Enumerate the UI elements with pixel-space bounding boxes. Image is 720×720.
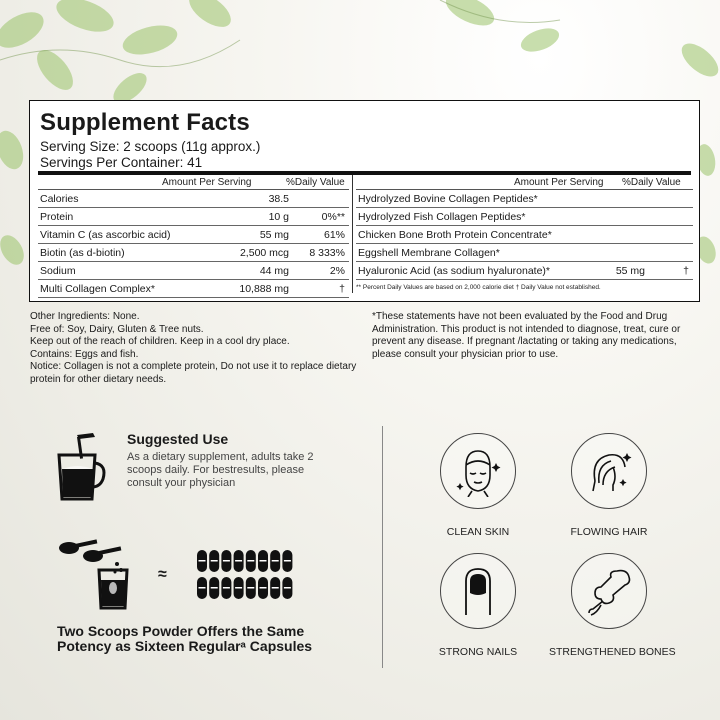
nutrient-amount: 10 g [268,211,289,223]
capsule-icon [246,577,256,599]
capsule-icon [282,577,292,599]
benefit-label: CLEAN SKIN [446,526,510,538]
right-header-row [356,177,693,190]
benefit-label: STRONG NAILS [438,646,518,658]
capsule-icon [258,550,268,572]
nutrient-name: Chicken Bone Broth Protein Concentrate* [358,229,552,241]
capsule-icon [258,577,268,599]
scoop-glass-icon [55,536,135,611]
nutrient-amount: 44 mg [259,265,289,277]
other-info-block [30,311,365,386]
benefit-clean-skin [418,433,538,538]
benefit-label: STRENGTHENED BONES [549,646,676,658]
facts-row [38,262,349,280]
bone-icon [571,553,647,629]
capsule-icon [197,550,207,572]
amount-header: Amount Per Serving [162,177,252,188]
nutrient-name: Hydrolyzed Fish Collagen Peptides* [358,211,526,223]
nutrient-amount: 55 mg [615,265,645,277]
nutrient-amount: 38.5 [268,193,289,205]
potency-statement: Two Scoops Powder Offers the Same Potency as Sixteen Regularᵃ Capsules [57,623,313,654]
capsule-icon [209,550,219,572]
capsule-icon [234,550,244,572]
facts-right-column [356,177,693,291]
other-info-line: Free of: Soy, Dairy, Gluten & Tree nuts. [30,323,204,335]
servings-per-container: Servings Per Container: 41 [40,155,203,170]
facts-row [356,190,693,208]
benefit-label: FLOWING HAIR [570,526,648,538]
nutrient-amount: 55 mg [259,229,289,241]
nutrient-daily-value: † [339,283,345,295]
left-header-row [38,177,349,190]
amount-header: Amount Per Serving [514,177,604,188]
nail-icon [440,553,516,629]
facts-left-column [38,177,349,298]
capsule-icon [234,577,244,599]
nutrient-name: Hydrolyzed Bovine Collagen Peptides* [358,193,538,205]
facts-title: Supplement Facts [40,109,250,136]
nutrient-name: Sodium [40,265,76,277]
facts-row [38,226,349,244]
facts-row [356,208,693,226]
nutrient-name: Eggshell Membrane Collagen* [358,247,500,259]
suggested-use-title: Suggested Use [127,431,229,447]
capsules-grid [195,548,295,600]
nutrient-name: Vitamin C (as ascorbic acid) [40,229,171,241]
facts-thick-rule [38,171,691,175]
facts-row [38,190,349,208]
facts-row [38,244,349,262]
facts-row [356,262,693,280]
capsule-icon [282,550,292,572]
facts-row [38,208,349,226]
supplement-facts-panel [29,100,700,302]
other-info-line: Notice: Collagen is not a complete protein, Do not use it to replace dietary protein for other dietary needs. [30,361,357,385]
other-info-line: Contains: Eggs and fish. [30,348,139,360]
nutrient-daily-value: 61% [323,229,345,241]
column-divider [352,175,353,293]
nutrient-daily-value: 2% [329,265,345,277]
benefit-strengthened-bones [549,553,676,658]
fda-disclaimer: *These statements have not been evaluated by the Food and Drug Administration. This product is not intended to diagnose, treat, cure or prevent any disease. If pregnant /lactating or taking any medications, please consult your physician prior to use. [372,311,681,360]
nutrient-name: Hyaluronic Acid (as sodium hyaluronate)* [358,265,551,277]
face-skin-icon [440,433,516,509]
nutrient-name: Calories [40,193,79,205]
capsule-icon [270,550,280,572]
nutrient-amount: 2,500 mcg [239,247,289,259]
capsule-icon [221,577,231,599]
benefit-flowing-hair [549,433,669,538]
benefit-strong-nails [418,553,538,658]
capsule-icon [246,550,256,572]
other-info-line: Other Ingredients: None. [30,311,140,322]
nutrient-amount: 10,888 mg [239,283,289,295]
capsule-icon [197,577,207,599]
dv-header: %Daily Value [286,177,345,188]
facts-row [356,226,693,244]
facts-row [356,244,693,262]
facts-footnote: ** Percent Daily Values are based on 2,000 calorie diet † Daily Value not established. [356,284,601,291]
approx-symbol: ≈ [158,566,167,583]
suggested-use-text: As a dietary supplement, adults take 2 scoops daily. For bestresults, please consult your physician [127,451,314,489]
serving-size: Serving Size: 2 scoops (11g approx.) [40,139,261,154]
nutrient-daily-value: 8 333% [309,247,345,259]
hair-icon [571,433,647,509]
nutrient-daily-value: 0%** [321,211,345,223]
nutrient-daily-value: † [683,265,689,277]
dv-header: %Daily Value [622,177,681,188]
nutrient-name: Biotin (as d-biotin) [40,247,125,259]
nutrient-name: Multi Collagen Complex* [40,283,155,295]
capsule-icon [209,577,219,599]
facts-row [38,280,349,298]
capsule-icon [270,577,280,599]
section-divider [382,426,383,668]
serving-info [40,139,260,171]
other-info-line: Keep out of the reach of children. Keep in a cool dry place. [30,336,290,347]
nutrient-name: Protein [40,211,74,223]
drink-cup-icon [55,433,107,503]
capsule-icon [221,550,231,572]
